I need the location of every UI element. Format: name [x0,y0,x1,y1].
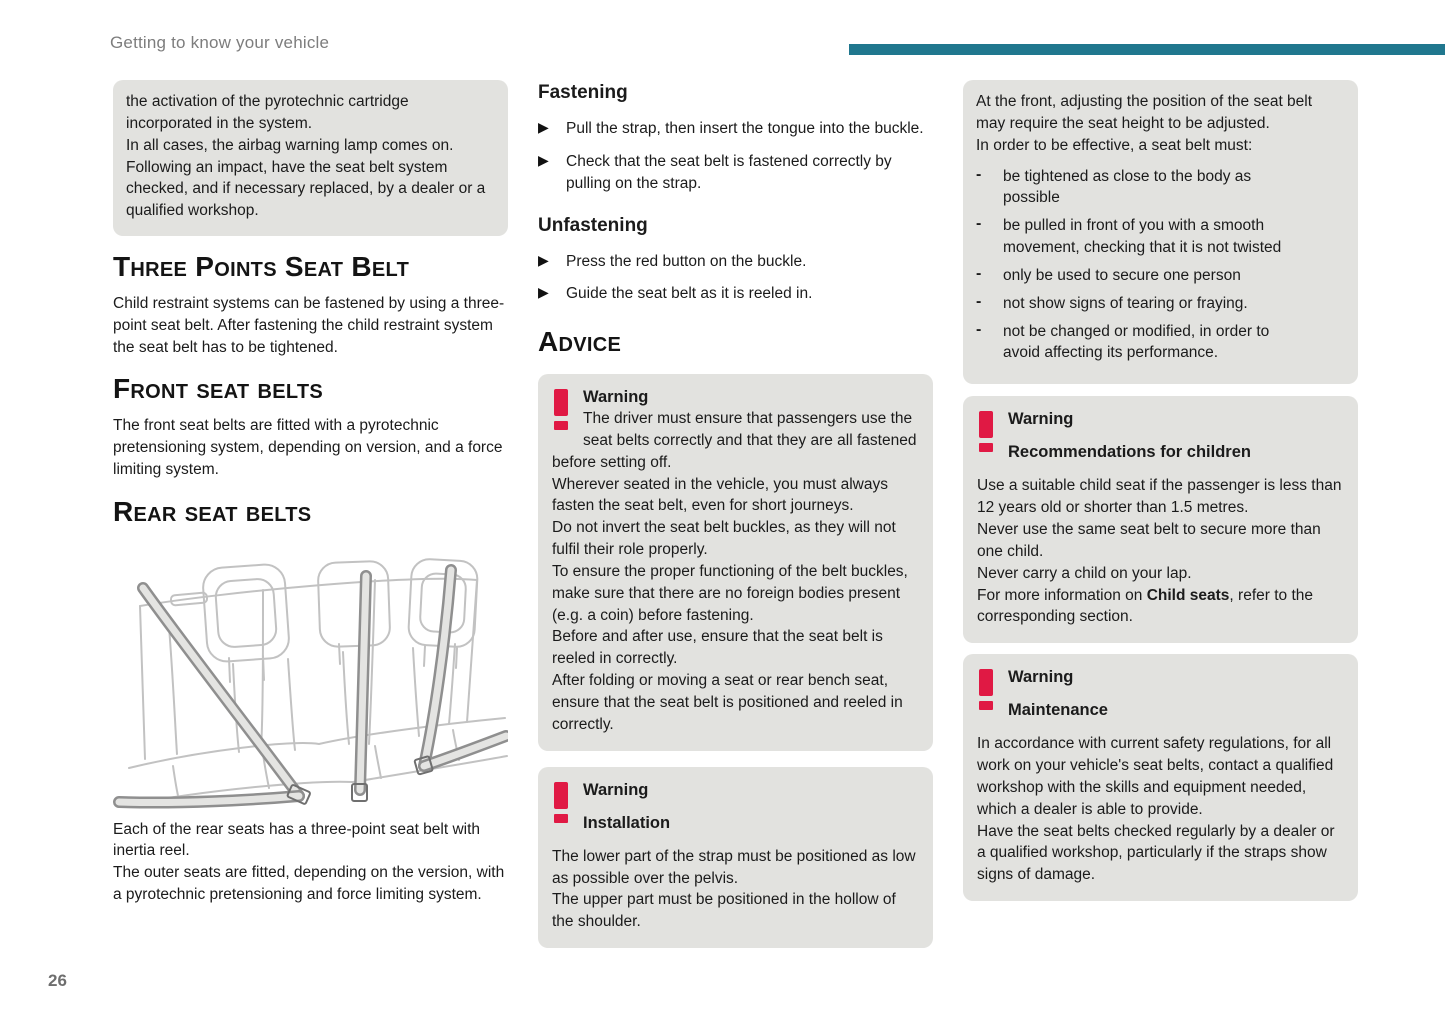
page-number: 26 [48,971,67,990]
exclamation-dot [554,421,568,430]
warning-box-general [538,374,933,751]
warning-box-children [963,396,1358,643]
dash-text: be pulled in front of you with a smooth movement, checking that it is not twisted [1003,217,1282,257]
warning-box-installation [538,767,933,948]
column-left [113,80,508,906]
warning-exclamation-icon [554,782,568,823]
note-paragraph: In all cases, the airbag warning lamp comes on. [126,136,454,154]
note-paragraph: In order to be effective, a seat belt must: [976,136,1253,154]
warning-exclamation-icon [554,389,568,430]
warning-subtitle: Maintenance [1008,701,1108,720]
content-columns [113,80,1358,948]
exclamation-bar [554,389,568,416]
dash-bullet: - [976,320,982,338]
warning-subtitle: Installation [583,813,671,832]
warning-subtitle: Recommendations for children [1008,443,1251,462]
bullet-text: Pull the strap, then insert the tongue into the buckle. [566,120,924,137]
list-item [976,166,1345,210]
rear-seat-belts-illustration [113,544,508,812]
note-box-effective-belt [963,80,1358,384]
list-item [538,118,933,140]
bullet-text: Press the red button on the buckle. [566,252,807,270]
warning-body [977,733,1344,886]
subheading-unfastening: Unfastening [538,214,648,236]
list-item [976,215,1345,259]
dash-text: be tightened as close to the body as possible [1003,167,1252,207]
warning-paragraph: In accordance with current safety regulations, for all work on your vehicle's seat belts, contact a qualified workshop with the skills and equipment needed, which a dealer is able to provide. [977,735,1334,818]
warning-body [552,408,919,736]
list-item [538,251,933,273]
column-middle [538,80,933,948]
warning-paragraph: Before and after use, ensure that the seat belt is reeled in correctly. [552,628,883,668]
section-heading-three-points-seat-belt: Three Points Seat Belt [113,251,410,283]
arrow-bullet-icon: ▶ [538,151,549,168]
note-paragraph: the activation of the pyrotechnic cartridge incorporated in the system. [126,93,409,132]
column-right [963,80,1358,901]
warning-title: Warning [583,780,649,799]
arrow-bullet-icon: ▶ [538,284,549,301]
subheading-fastening: Fastening [538,82,628,103]
note-paragraph: At the front, adjusting the position of the seat belt may require the seat height to be adjusted. [976,93,1313,132]
breadcrumb: Getting to know your vehicle [110,33,330,52]
dash-text: not show signs of tearing or fraying. [1003,294,1248,312]
exclamation-dot [554,814,568,823]
warning-exclamation-icon [979,669,993,710]
warning-title: Warning [1008,410,1074,429]
dash-bullet: - [976,215,982,233]
list-item [976,321,1345,365]
warning-paragraph: To ensure the proper functioning of the belt buckles, make sure that there are no foreign bodies present (e.g. a coin) before fastening. [552,562,908,624]
dash-bullet: - [976,165,982,183]
paragraph-rear-seat-belts: The outer seats are fitted, depending on the version, with a pyrotechnic pretensioning and force limiting system. [113,864,505,904]
list-item [976,293,1345,315]
list-item [538,151,933,195]
warning-title: Warning [1008,668,1074,687]
arrow-bullet-icon: ▶ [538,119,549,135]
warning-box-maintenance [963,654,1358,901]
dash-bullet: - [976,292,982,310]
section-heading-front-seat-belts: Front seat belts [113,373,324,405]
warning-paragraph: The driver must ensure that passengers use the seat belts correctly and that they are all fastened before setting off. [552,410,917,471]
note-box-pyrotechnic [113,80,508,236]
dash-text: only be used to secure one person [1003,266,1241,284]
note-paragraph: Following an impact, have the seat belt system checked, and if necessary replaced, by a dealer or a qualified workshop. [126,158,486,220]
bullet-text: Guide the seat belt as it is reeled in. [566,285,813,303]
warning-paragraph: Never carry a child on your lap. [977,564,1192,582]
warning-paragraph: Wherever seated in the vehicle, you must always fasten the seat belt, even for short journeys. [552,475,888,515]
warning-paragraph: Never use the same seat belt to secure more than one child. [977,520,1321,560]
section-heading-advice: Advice [538,326,622,358]
warning-paragraph: Have the seat belts checked regularly by a dealer or a qualified workshop, particularly if the straps show signs of damage. [977,822,1335,884]
bullet-text: Check that the seat belt is fastened correctly by pulling on the strap. [566,152,892,192]
dash-bullet: - [976,264,982,282]
warning-paragraph: The upper part must be positioned in the hollow of the shoulder. [552,891,896,931]
exclamation-bar [979,411,993,438]
list-item [538,283,933,305]
accent-divider-bar [849,44,1445,55]
exclamation-bar [979,669,993,696]
arrow-bullet-icon: ▶ [538,251,549,268]
warning-paragraph: The lower part of the strap must be positioned as low as possible over the pelvis. [552,847,916,887]
dash-text: not be changed or modified, in order to avoid affecting its performance. [1003,322,1270,362]
warning-body [552,846,919,933]
dash-list [976,166,1345,365]
exclamation-bar [554,782,568,809]
section-heading-rear-seat-belts: Rear seat belts [113,495,312,527]
warning-paragraph: After folding or moving a seat or rear bench seat, ensure that the seat belt is positioned and reeled in correctly. [552,672,903,733]
list-item [976,265,1345,287]
warning-paragraph: Do not invert the seat belt buckles, as they will not fulfil their role properly. [552,519,896,559]
warning-title: Warning [583,388,649,407]
warning-body [977,475,1344,628]
exclamation-dot [979,701,993,710]
paragraph-three-points: Child restraint systems can be fastened by using a three-point seat belt. After fastening the child restraint system the seat belt has to be tightened. [113,294,505,356]
warning-paragraph: Use a suitable child seat if the passenger is less than 12 years old or shorter than 1.5 metres. [977,477,1342,517]
exclamation-dot [979,443,993,452]
warning-exclamation-icon [979,411,993,452]
child-seats-bold-text: Child seats [1146,586,1230,604]
paragraph-rear-seat-belts: Each of the rear seats has a three-point seat belt with inertia reel. [113,820,481,860]
warning-paragraph-child-seats: For more information on Child seats, refer to the corresponding section. [977,586,1313,626]
paragraph-front-seat-belts: The front seat belts are fitted with a pyrotechnic pretensioning system, depending on version, and a force limiting system. [113,417,503,478]
